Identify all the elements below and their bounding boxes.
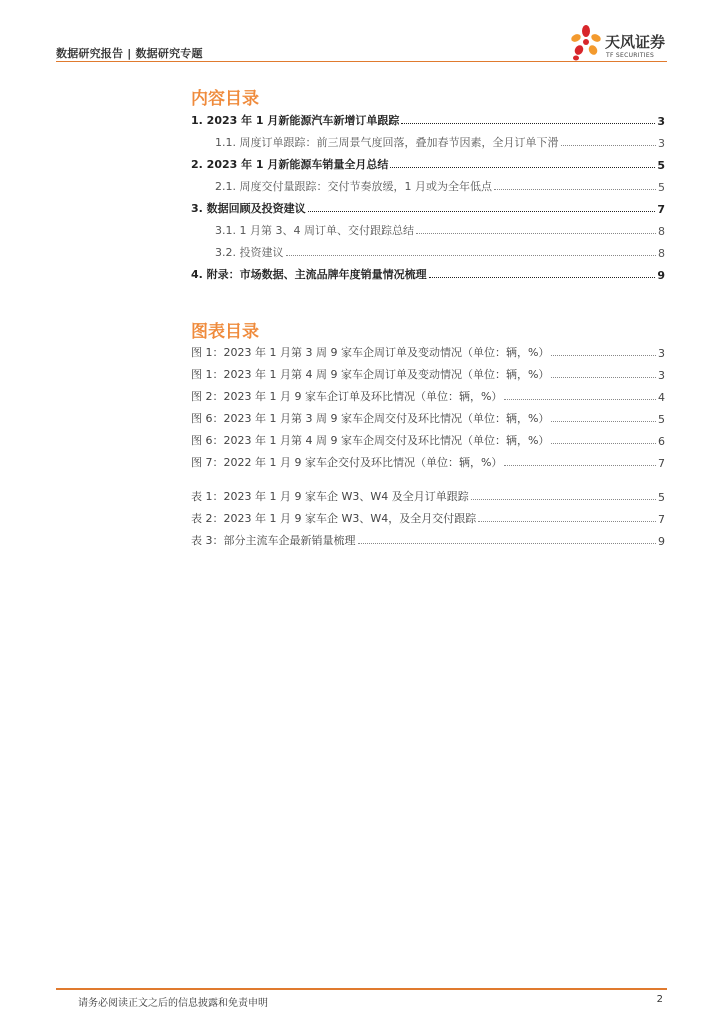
- toc-item[interactable]: [191, 260, 665, 282]
- table-item[interactable]: [191, 526, 665, 548]
- toc-item-page: 3: [657, 115, 665, 128]
- dot-leader: [416, 233, 656, 234]
- toc-item-page: 8: [658, 225, 665, 238]
- figure-item-label: 图 2：2023 年 1 月 9 家车企订单及环比情况（单位：辆，%）: [191, 390, 503, 403]
- toc-item-label: 1.1. 周度订单跟踪：前三周景气度回落，叠加春节因素，全月订单下滑: [215, 136, 559, 149]
- dot-leader: [286, 255, 657, 256]
- toc-item-label: 3.1. 1 月第 3、4 周订单、交付跟踪总结: [215, 224, 414, 237]
- toc-item-label: 2.1. 周度交付量跟踪：交付节奏放缓，1 月或为全年低点: [215, 180, 492, 193]
- figure-item-page: 4: [658, 391, 665, 404]
- toc-item-label: 3. 数据回顾及投资建议: [191, 202, 306, 215]
- toc-item-page: 7: [657, 203, 665, 216]
- figure-item-label: 图 1：2023 年 1 月第 4 周 9 家车企周订单及变动情况（单位：辆，%）: [191, 368, 550, 381]
- contents-title: 内容目录: [191, 89, 259, 109]
- dot-leader: [561, 145, 657, 146]
- table-item[interactable]: [191, 504, 665, 526]
- dot-leader: [308, 211, 656, 212]
- dot-leader: [429, 277, 656, 278]
- toc-item-page: 8: [658, 247, 665, 260]
- table-item[interactable]: [191, 482, 665, 504]
- company-logo: [568, 24, 668, 64]
- table-item-page: 9: [658, 535, 665, 548]
- dot-leader: [551, 421, 656, 422]
- dot-leader: [551, 377, 656, 378]
- logo-text-en: TF SECURITIES: [606, 52, 655, 59]
- dot-leader: [390, 167, 655, 168]
- dot-leader: [551, 443, 656, 444]
- dot-leader: [401, 123, 655, 124]
- dot-leader: [551, 355, 656, 356]
- footer-divider: [56, 988, 667, 990]
- toc-item[interactable]: [191, 238, 665, 260]
- toc-item[interactable]: [191, 216, 665, 238]
- toc-item[interactable]: [191, 150, 665, 172]
- toc-item[interactable]: [191, 128, 665, 150]
- flower-logo-icon: [568, 24, 604, 62]
- figure-item[interactable]: [191, 426, 665, 448]
- toc-item-page: 3: [658, 137, 665, 150]
- toc-item-label: 4. 附录：市场数据、主流品牌年度销量情况梳理: [191, 268, 427, 281]
- toc-item[interactable]: [191, 194, 665, 216]
- toc-item-page: 5: [658, 181, 665, 194]
- figure-item-label: 图 6：2023 年 1 月第 3 周 9 家车企周交付及环比情况（单位：辆，%）: [191, 412, 550, 425]
- table-item-label: 表 2：2023 年 1 月 9 家车企 W3、W4，及全月交付跟踪: [191, 512, 477, 525]
- figure-item[interactable]: [191, 382, 665, 404]
- toc-item-page: 5: [657, 159, 665, 172]
- toc-item[interactable]: [191, 172, 665, 194]
- dot-leader: [478, 521, 656, 522]
- page-number: 2: [656, 994, 663, 1005]
- figure-item-label: 图 7：2022 年 1 月 9 家车企交付及环比情况（单位：辆，%）: [191, 456, 503, 469]
- logo-text-cn: 天风证券: [605, 33, 666, 51]
- table-item-label: 表 3：部分主流车企最新销量梳理: [191, 534, 356, 547]
- dot-leader: [504, 399, 656, 400]
- figure-item-page: 6: [658, 435, 665, 448]
- toc-item-label: 1. 2023 年 1 月新能源汽车新增订单跟踪: [191, 114, 400, 127]
- toc-item-page: 9: [657, 269, 665, 282]
- dot-leader: [504, 465, 656, 466]
- figures-title: 图表目录: [191, 322, 259, 342]
- dot-leader: [358, 543, 657, 544]
- figure-item[interactable]: [191, 448, 665, 470]
- dot-leader: [471, 499, 656, 500]
- figure-item-label: 图 1：2023 年 1 月第 3 周 9 家车企周订单及变动情况（单位：辆，%）: [191, 346, 550, 359]
- figures-list: [191, 338, 665, 548]
- report-type-label: 数据研究报告 | 数据研究专题: [56, 47, 203, 60]
- toc-item-label: 2. 2023 年 1 月新能源车销量全月总结: [191, 158, 389, 171]
- toc-item-label: 3.2. 投资建议: [215, 246, 284, 259]
- figure-item[interactable]: [191, 338, 665, 360]
- figure-item-page: 7: [658, 457, 665, 470]
- disclaimer-text: 请务必阅读正文之后的信息披露和免责申明: [78, 998, 268, 1009]
- table-item-page: 5: [658, 491, 665, 504]
- table-item-label: 表 1：2023 年 1 月 9 家车企 W3、W4 及全月订单跟踪: [191, 490, 469, 503]
- figure-item-page: 5: [658, 413, 665, 426]
- figure-item[interactable]: [191, 360, 665, 382]
- header-divider: [56, 61, 667, 62]
- figure-item-page: 3: [658, 369, 665, 382]
- toc-item[interactable]: [191, 106, 665, 128]
- figure-item-page: 3: [658, 347, 665, 360]
- figure-item-label: 图 6：2023 年 1 月第 4 周 9 家车企周交付及环比情况（单位：辆，%）: [191, 434, 550, 447]
- dot-leader: [494, 189, 656, 190]
- list-spacer: [191, 470, 665, 482]
- figure-item[interactable]: [191, 404, 665, 426]
- table-item-page: 7: [658, 513, 665, 526]
- contents-list: [191, 106, 665, 282]
